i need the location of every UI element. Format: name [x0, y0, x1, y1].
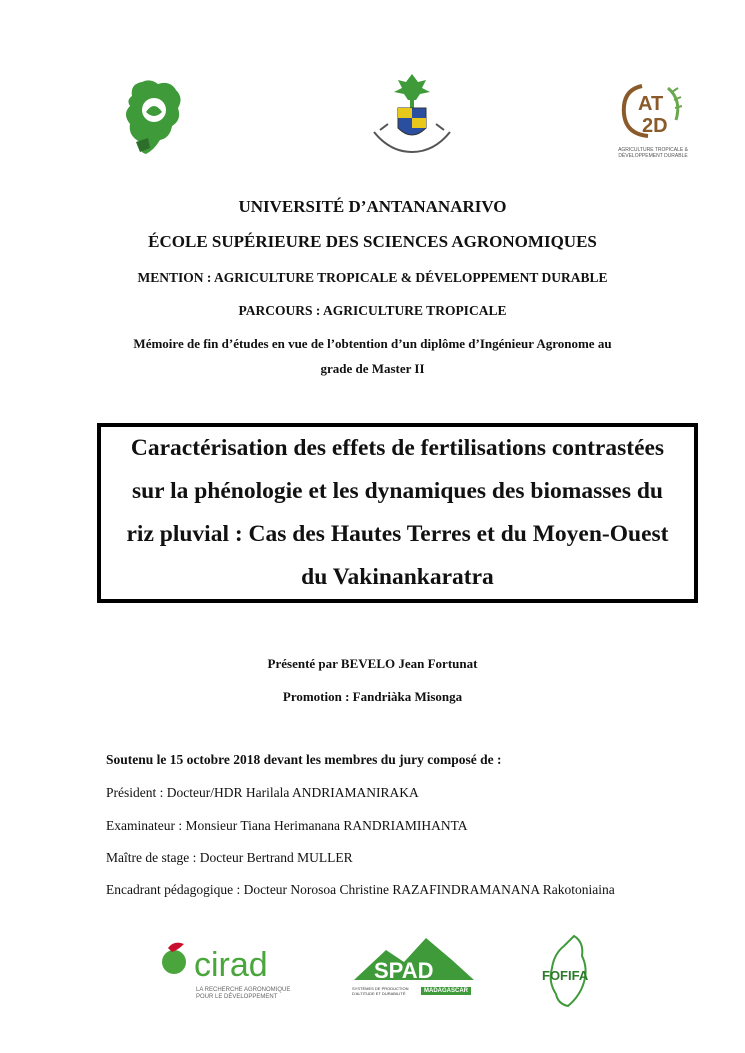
thesis-title — [120, 427, 674, 599]
promotion: Promotion : Fandriàka Misonga — [282, 689, 463, 704]
thesis-title-line1: Caractérisation des effets de fertilisations contrastées — [130, 435, 665, 461]
spad-tagline: SYSTÈMES DE PRODUCTION D'ALTITUDE ET DURABILITÉ — [352, 986, 409, 996]
cirad-tagline-line1: LA RECHERCHE AGRONOMIQUE — [196, 987, 291, 993]
parcours: PARCOURS : AGRICULTURE TROPICALE — [238, 303, 507, 318]
university-crest-icon — [370, 72, 454, 158]
mention: MENTION : AGRICULTURE TROPICALE & DÉVELOPPEMENT DURABLE — [137, 270, 608, 285]
university-name: UNIVERSITÉ D’ANTANANARIVO — [238, 197, 507, 216]
spad-logo-icon — [352, 936, 476, 1006]
at2d-logo-icon — [612, 80, 694, 164]
at2d-caption-line1: AGRICULTURE TROPICALE & — [618, 147, 688, 153]
at2d-text-sub: 2D — [642, 115, 668, 137]
spad-footer — [352, 986, 476, 996]
spad-country: MADAGASCAR — [421, 987, 471, 995]
jury-maitre-de-stage: Maître de stage : Docteur Bertrand MULLER — [106, 850, 353, 865]
spad-name: SPAD — [374, 958, 434, 980]
cirad-name: cirad — [194, 946, 268, 982]
presented-by: Présenté par BEVELO Jean Fortunat — [267, 656, 478, 671]
thesis-title-box — [97, 423, 698, 603]
jury-examinateur: Examinateur : Monsieur Tiana Herimanana RANDRIAMIHANTA — [106, 818, 468, 833]
cirad-logo-icon — [158, 940, 298, 1002]
esa-emblem-icon — [120, 76, 190, 158]
thesis-title-line4: du Vakinankaratra — [301, 564, 494, 590]
memoire-line1: Mémoire de fin d’études en vue de l’obtention d’un diplôme d’Ingénieur Agronome au — [133, 336, 612, 351]
jury-president: Président : Docteur/HDR Harilala ANDRIAMANIRAKA — [106, 785, 419, 800]
at2d-caption — [612, 147, 694, 159]
at2d-caption-line2: DÉVELOPPEMENT DURABLE — [618, 153, 688, 159]
thesis-title-line3: riz pluvial : Cas des Hautes Terres et du Moyen-Ouest — [126, 521, 669, 547]
cirad-tagline — [196, 987, 298, 1001]
jury-intro: Soutenu le 15 octobre 2018 devant les membres du jury composé de : — [106, 752, 502, 767]
fofifa-name: FOFIFA — [542, 968, 589, 983]
memoire-line2: grade de Master II — [320, 361, 425, 376]
fofifa-logo-icon — [538, 934, 596, 1008]
cirad-tagline-line2: POUR LE DÉVELOPPEMENT — [196, 994, 278, 1000]
jury-encadrant: Encadrant pédagogique : Docteur Norosoa Christine RAZAFINDRAMANANA Rakotoniaina — [106, 882, 615, 897]
at2d-text-main: AT — [638, 93, 664, 115]
school-name: ÉCOLE SUPÉRIEURE DES SCIENCES AGRONOMIQUES — [148, 232, 597, 251]
thesis-title-line2: sur la phénologie et les dynamiques des biomasses du — [131, 478, 663, 504]
